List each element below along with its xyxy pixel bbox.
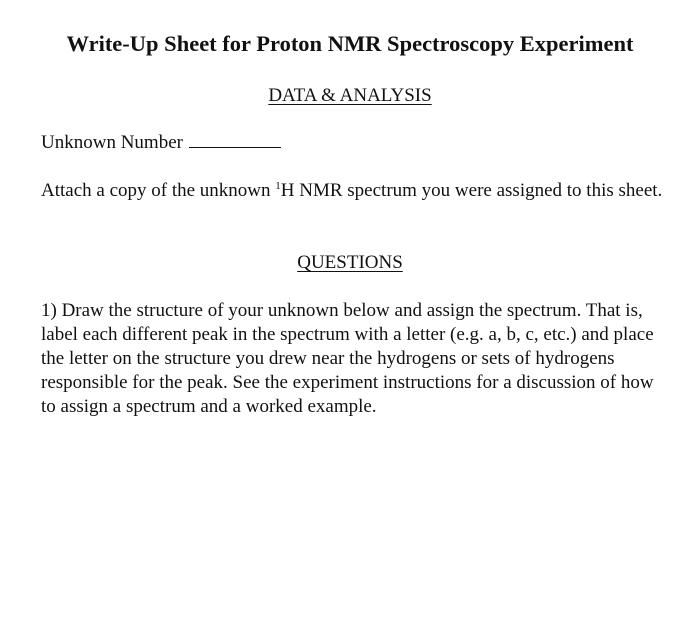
data-analysis-heading-text: DATA & ANALYSIS xyxy=(268,85,432,106)
unknown-number-field xyxy=(41,131,281,155)
unknown-number-label: Unknown Number xyxy=(41,132,183,153)
attach-text-after: H NMR spectrum you were assigned to this sheet. xyxy=(280,180,663,201)
superscript-one: 1 xyxy=(275,180,281,192)
questions-heading xyxy=(0,251,700,275)
questions-heading-text: QUESTIONS xyxy=(297,252,403,273)
data-analysis-heading xyxy=(0,84,700,108)
attach-text-before: Attach a copy of the unknown xyxy=(41,180,276,201)
attach-spectrum-instruction xyxy=(41,179,671,203)
unknown-number-blank-line xyxy=(189,146,281,148)
page-title: Write-Up Sheet for Proton NMR Spectroscopy Experiment xyxy=(66,31,634,56)
question-1-text: 1) Draw the structure of your unknown below and assign the spectrum. That is, label each different peak in the spectrum with a letter (e.g. a, b, c, etc.) and place the letter on the structure you drew near the hydrogens or sets of hydrogens responsible for the peak. See the experiment instructions for a discussion of how to assign a spectrum and a worked example. xyxy=(41,300,654,417)
